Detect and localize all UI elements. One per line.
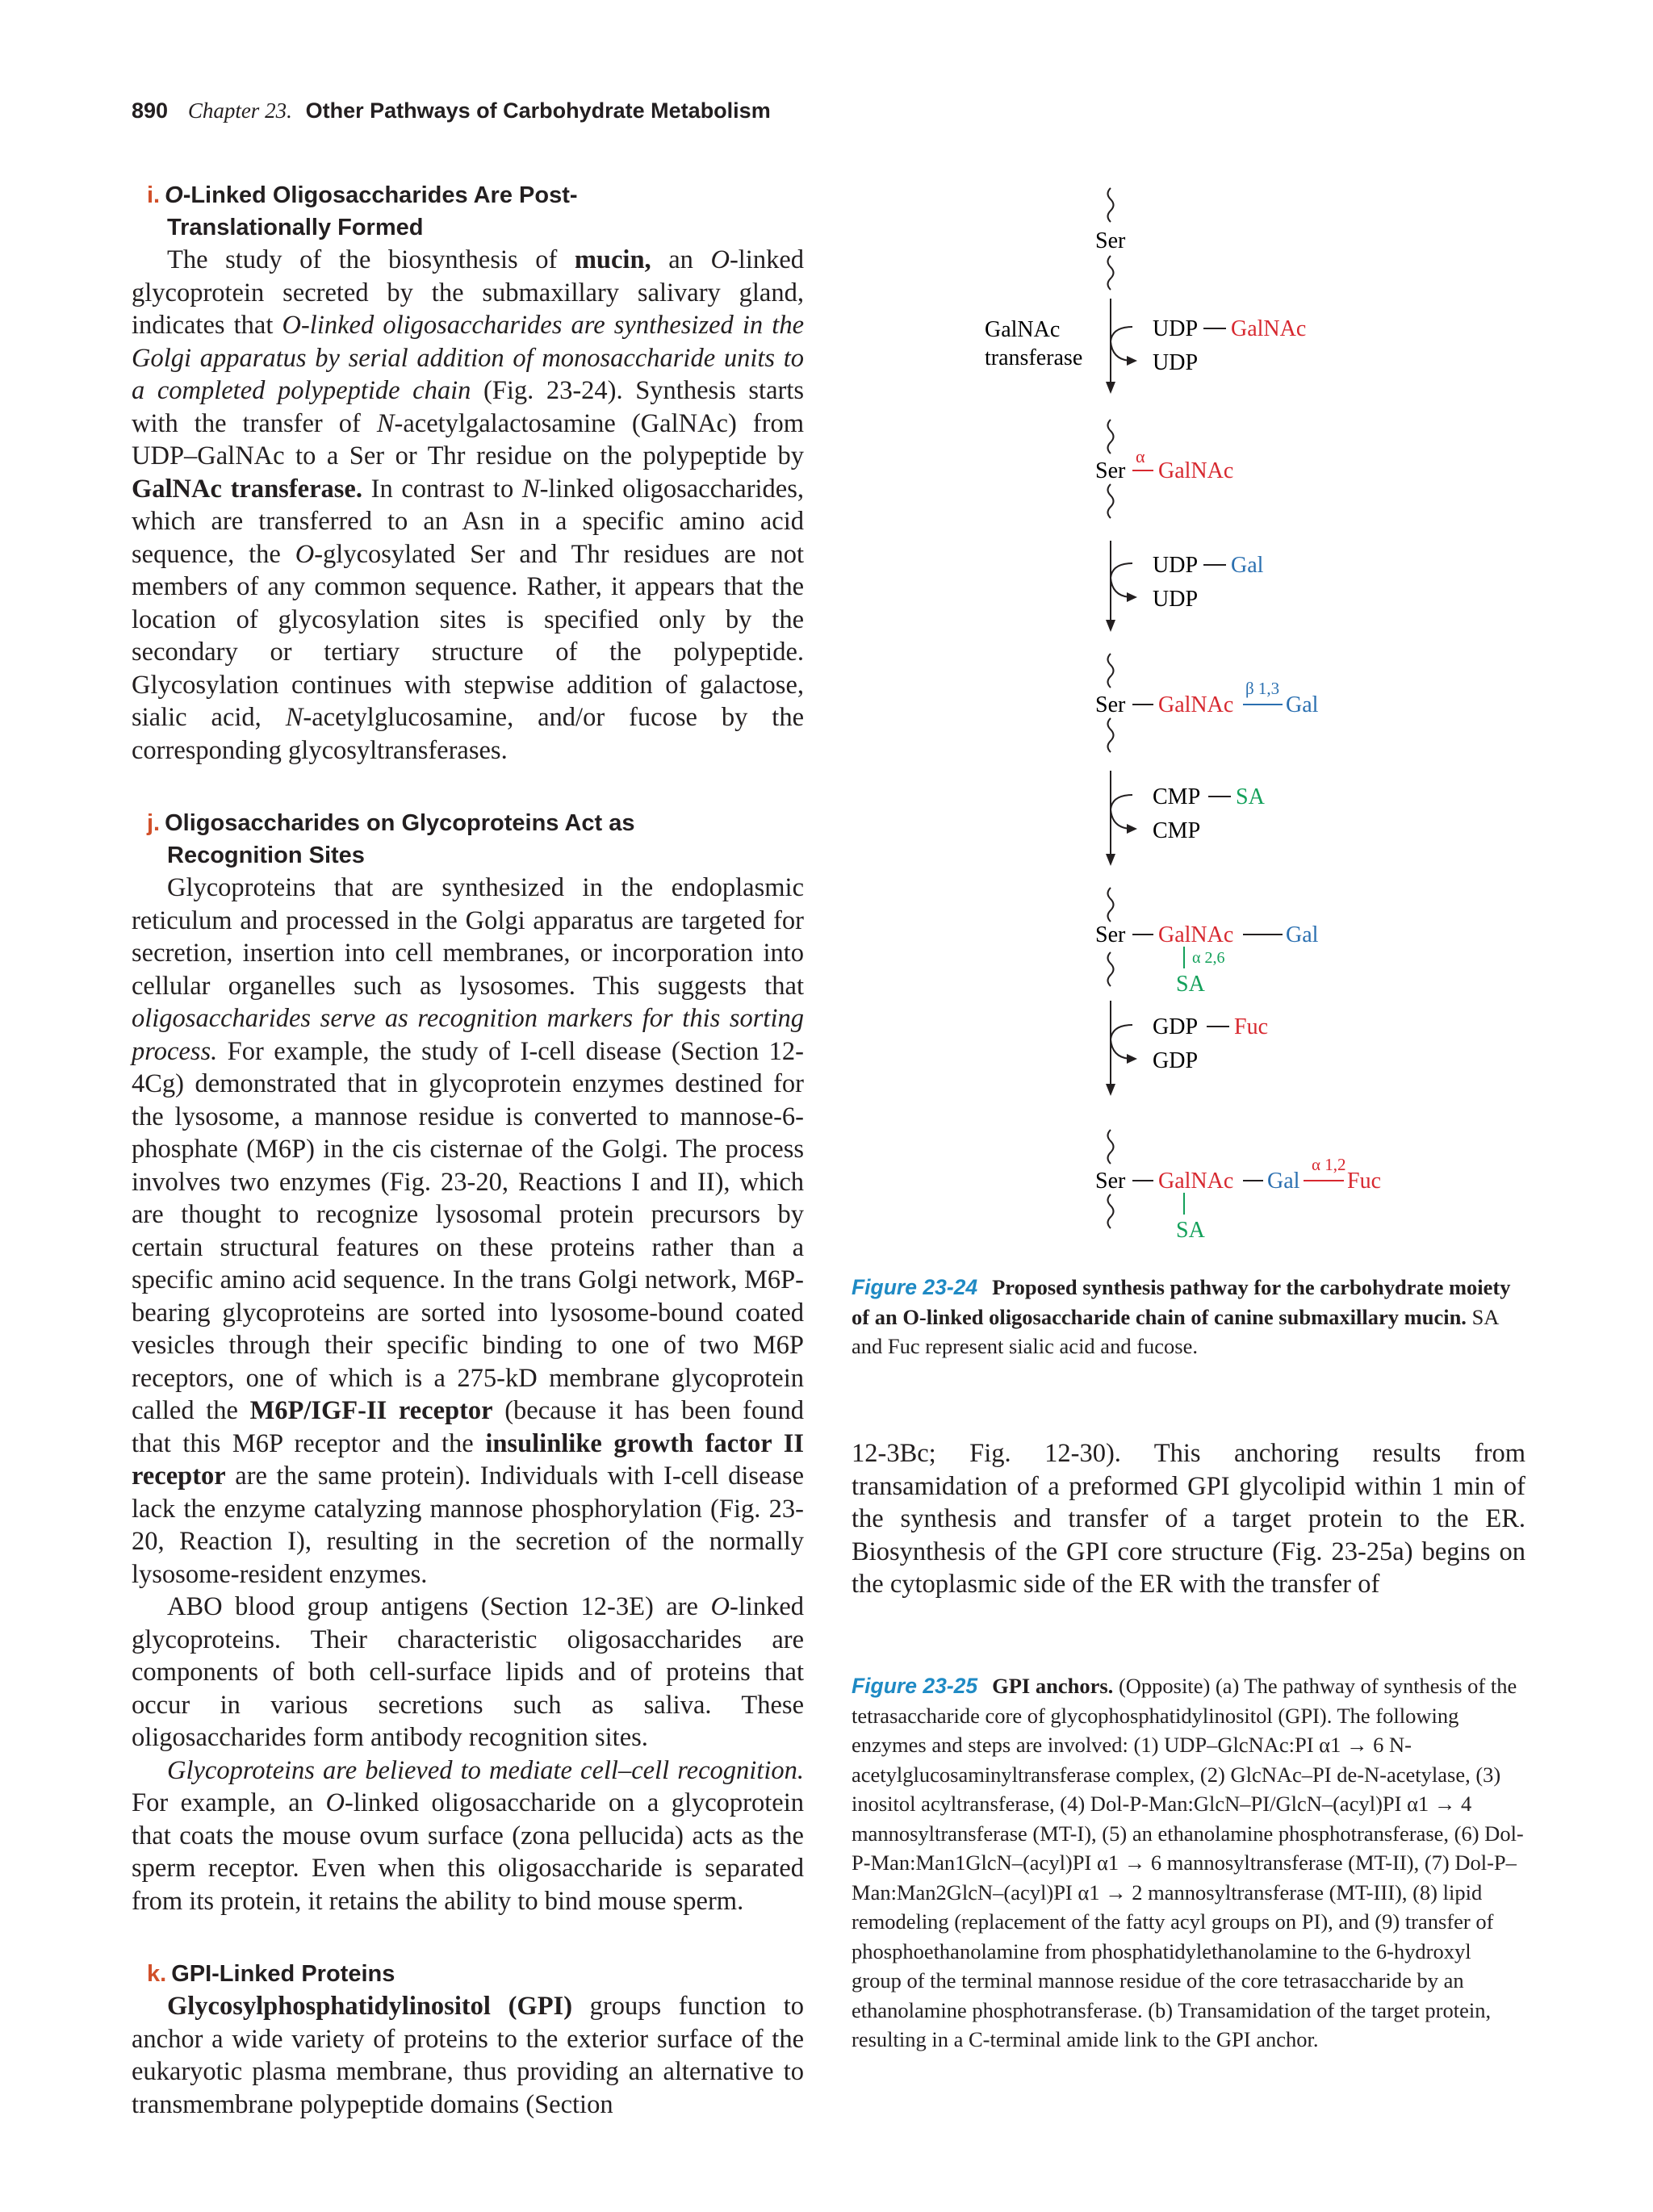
figure-23-25-caption (852, 1671, 1525, 2055)
paragraph-gpi-continued: 12-3Bc; Fig. 12-30). This anchoring results from transamidation of a preformed GPI glycolipid within 1 min of the synthesis and transfer of a target protein to the ER. Biosynthesis of the GPI core structure (Fig. 23-25a) begins on the cytoplasmic side of the ER with the transfer of (852, 1439, 1525, 1599)
page-number: 890 (132, 98, 169, 123)
step4-curve (1111, 1025, 1132, 1059)
paragraph-abo: ABO blood group antigens (Section 12-3E) are O-linked glycoproteins. Their characteristic oligosaccharides are components of both cell-surface lipids and of proteins that occur in various secretions such as saliva. These oligosaccharides form antibody recognition sites. (132, 1592, 804, 1752)
ser5-gal: Gal (1267, 1169, 1300, 1194)
paragraph-recognition: Glycoproteins that are synthesized in the endoplasmic reticulum and processed in the Golgi apparatus are targeted for secretion, insertion into cell membranes, or incorporation into cellular organelles such as lysosomes. This suggests that oligosaccharides serve as recognition markers for this sorting process. For example, the study of I-cell disease (Section 12-4Cg) demonstrated that in glycoprotein enzymes destined for the lysosome, a mannose residue is converted to mannose-6-phosphate (M6P) in the cis cisternae of the Golgi. The process involves two enzymes (Fig. 23-20, Reactions I and II), which are thought to recognize lysosomal protein precursors by certain structural features on these proteins rather than a specific amino acid sequence. In the trans Golgi network, M6P-bearing glycoproteins are sorted into lysosome-bound coated vesicles through their specific binding to one of two M6P receptors, one of which is a 275-kD membrane glycoprotein called the M6P/IGF-II receptor (because it has been found that this M6P receptor and the insulinlike growth factor II receptor are the same protein). Individuals with I-cell disease lack the enzyme catalyzing mannose phosphorylation (Fig. 23-20, Reaction I), resulting in the secretion of the normally lysosome-resident enzymes. (132, 873, 804, 1589)
right-column-paragraph (852, 1437, 1525, 1601)
step2-udp-donor: UDP (1153, 553, 1199, 578)
section-k-letter: k. (147, 1961, 167, 1987)
step2-branch-arrowhead (1127, 592, 1137, 602)
figure-23-24-label: Figure 23-24 (852, 1275, 978, 1299)
ser4-galnac: GalNAc (1158, 922, 1234, 947)
step3-arrowhead (1106, 854, 1115, 866)
ser-1: Ser (1095, 228, 1126, 253)
section-i-heading (132, 179, 804, 244)
ser5-galnac: GalNAc (1158, 1169, 1234, 1194)
enzyme-label-line1: GalNAc (985, 317, 1061, 342)
ser-2: Ser (1095, 458, 1126, 483)
paragraph-gpi: Glycosylphosphatidylinositol (GPI) groups function to anchor a wide variety of proteins to the exterior surface of the eukaryotic plasma membrane, thus providing an alternative to transmembrane polypeptide domains (Section (132, 1992, 804, 2119)
step1-udp-donor: UDP (1153, 316, 1199, 341)
figure-23-25-label: Figure 23-25 (852, 1674, 978, 1698)
step1-arrowhead (1106, 382, 1115, 394)
figure-23-24-caption (852, 1273, 1525, 1361)
step4-branch-arrowhead (1127, 1054, 1137, 1064)
left-column (132, 179, 804, 2121)
section-j-heading (132, 807, 804, 872)
step3-cmp-donor: CMP (1153, 784, 1201, 809)
step1-curve (1111, 327, 1132, 361)
ser5-fuc: Fuc (1347, 1169, 1381, 1194)
ser2-galnac: GalNAc (1158, 458, 1234, 483)
section-j-heading-line2: Recognition Sites (167, 843, 365, 868)
step1-udp-product: UDP (1153, 350, 1199, 375)
alpha26-label: α 2,6 (1192, 949, 1225, 967)
step4-fuc: Fuc (1234, 1014, 1268, 1039)
wiggle-5a (1108, 1130, 1114, 1164)
step4-gdp-product: GDP (1153, 1048, 1199, 1073)
ser4-gal: Gal (1286, 922, 1319, 947)
wiggle-3a (1108, 654, 1114, 688)
step3-sa: SA (1236, 784, 1265, 809)
figure-23-25-text: (Opposite) (a) The pathway of synthesis of the tetrasaccharide core of glycophosphatidylinositol (GPI). The following enzymes and steps are involved: (1) UDP–GlcNAc:PI α1 → 6 N-acetylglucosaminyltransferase complex, (2) GlcNAc–PI de-N-acetylase, (3) inositol acyltransferase, (4) Dol-P-Man:GlcN–PI/GlcN–(acyl)PI α1 → 4 mannosyltransferase (MT-I), (5) an ethanolamine phosphotransferase, (6) Dol-P-Man:Man1GlcN–(acyl)PI α1 → 6 mannosyltransferase (MT-II), (7) Dol-P–Man:Man2GlcN–(acyl)PI α1 → 2 mannosyltransferase (MT-III), (8) lipid remodeling (replacement of the fatty acyl groups on PI), and (9) transfer of phosphoethanolamine from phosphatidylethanolamine to the 6-hydroxyl group of the terminal mannose residue of the core tetrasaccharide by an ethanolamine phosphotransferase. (b) Transamidation of the target protein, resulting in a C-terminal amide link to the GPI anchor. (852, 1674, 1524, 2051)
section-j-heading-line1: Oligosaccharides on Glycoproteins Act as (165, 810, 635, 836)
step4-arrowhead (1106, 1084, 1115, 1096)
section-i-letter: i. (147, 182, 161, 208)
enzyme-label-line2: transferase (985, 345, 1083, 370)
step2-udp-product: UDP (1153, 587, 1199, 612)
wiggle-1a (1108, 188, 1114, 222)
section-k-heading (132, 1958, 804, 1990)
beta13-label: β 1,3 (1245, 679, 1280, 698)
wiggle-4a (1108, 888, 1114, 922)
ser5-sa: SA (1176, 1218, 1205, 1243)
figure-23-24-title: Proposed synthesis pathway for the carbohydrate moiety of an O-linked oligosaccharide chain of canine submaxillary mucin. (852, 1275, 1511, 1329)
figure-23-24-diagram (965, 174, 1513, 1255)
wiggle-1b (1108, 256, 1114, 290)
wiggle-5b (1108, 1194, 1114, 1228)
step2-arrowhead (1106, 620, 1115, 632)
step1-galnac: GalNAc (1231, 316, 1307, 341)
wiggle-2a (1108, 420, 1114, 454)
wiggle-4b (1108, 952, 1114, 986)
chapter-label: Chapter 23. (187, 98, 292, 123)
section-j-letter: j. (147, 810, 161, 836)
section-i-heading-line2: Translationally Formed (167, 215, 424, 240)
ser4-sa: SA (1176, 972, 1205, 997)
step3-curve (1111, 795, 1132, 829)
step3-branch-arrowhead (1127, 824, 1137, 834)
section-k-heading-text: GPI-Linked Proteins (171, 1961, 395, 1987)
alpha12-label: α 1,2 (1312, 1155, 1346, 1174)
wiggle-3b (1108, 718, 1114, 752)
wiggle-2b (1108, 484, 1114, 518)
paragraph-cell-recognition: Glycoproteins are believed to mediate cell–cell recognition. For example, an O-linked oligosaccharide on a glycoprotein that coats the mouse ovum surface (zona pellucida) acts as the sperm receptor. Even when this oligosaccharide is separated from its protein, it retains the ability to bind mouse sperm. (132, 1755, 804, 1916)
running-head (132, 98, 771, 123)
ser-5: Ser (1095, 1169, 1126, 1194)
step1-branch-arrowhead (1127, 356, 1137, 366)
step4-gdp-donor: GDP (1153, 1014, 1199, 1039)
ser-4: Ser (1095, 922, 1126, 947)
step2-curve (1111, 563, 1132, 597)
alpha-label: α (1136, 446, 1145, 466)
figure-23-25-title: GPI anchors. (992, 1674, 1114, 1698)
step2-gal: Gal (1231, 553, 1264, 578)
ser-3: Ser (1095, 692, 1126, 717)
figure-23-24-text: SA and Fuc represent sialic acid and fucose. (852, 1304, 1498, 1358)
section-i-heading-italic: O (165, 182, 183, 208)
chapter-title: Other Pathways of Carbohydrate Metabolism (305, 98, 771, 123)
step3-cmp-product: CMP (1153, 818, 1201, 843)
ser3-galnac: GalNAc (1158, 692, 1234, 717)
paragraph-mucin: The study of the biosynthesis of mucin, an O-linked glycoprotein secreted by the submaxillary salivary gland, indicates that O-linked oligosaccharides are synthesized in the Golgi apparatus by serial addition of monosaccharide units to a completed polypeptide chain (Fig. 23-24). Synthesis starts with the transfer of N-acetylgalactosamine (GalNAc) from UDP–GalNAc to a Ser or Thr residue on the polypeptide by GalNAc transferase. In contrast to N-linked oligosaccharides, which are transferred to an Asn in a specific amino acid sequence, the O-glycosylated Ser and Thr residues are not members of any common sequence. Rather, it appears that the location of glycosylation sites is specified only by the secondary or tertiary structure of the polypeptide. Glycosylation continues with stepwise addition of galactose, sialic acid, N-acetylglucosamine, and/or fucose by the corresponding glycosyltransferases. (132, 245, 805, 765)
ser3-gal: Gal (1286, 692, 1319, 717)
section-i-heading-line1: -Linked Oligosaccharides Are Post- (182, 182, 578, 208)
